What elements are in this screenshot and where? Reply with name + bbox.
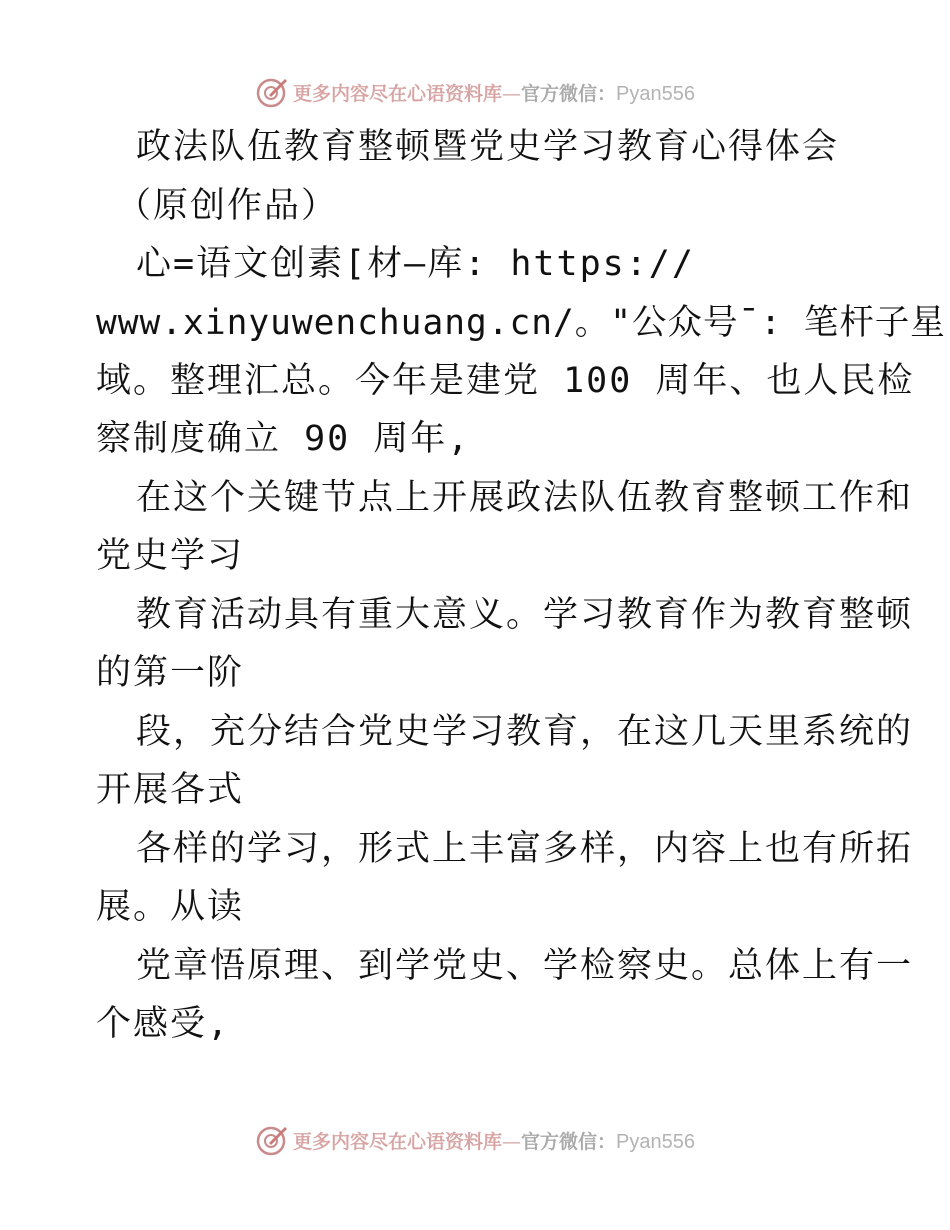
doc-line: 心=语文创素[材—库: https:// (136, 244, 695, 284)
doc-subtitle: （原创作品） (116, 186, 339, 226)
doc-line: www.xinyuwenchuang.cn/。"公众号¯: 笔杆子星 (96, 303, 946, 343)
doc-line: 党史学习 (96, 536, 245, 576)
doc-title: 政法队伍教育整顿暨党史学习教育心得体会 (136, 127, 840, 167)
doc-line: 域。整理汇总。今年是建党 100 周年、也人民检 (96, 361, 915, 401)
doc-line: 察制度确立 90 周年, (96, 419, 471, 459)
banner-wechat-label: 官方微信： (521, 1130, 617, 1153)
doc-line: 教育活动具有重大意义。学习教育作为教育整顿 (136, 595, 914, 635)
banner-wechat-label: 官方微信： (521, 82, 617, 105)
banner-text (293, 79, 695, 106)
banner-brand: 更多内容尽在心语资料库 (293, 82, 503, 105)
banner-brand: 更多内容尽在心语资料库 (293, 1130, 503, 1153)
header-banner (0, 72, 950, 112)
banner-text (293, 1127, 695, 1154)
doc-line: 在这个关键节点上开展政法队伍教育整顿工作和 (136, 478, 914, 518)
doc-line: 个感受, (96, 1004, 231, 1044)
banner-dash: — (502, 1130, 522, 1153)
banner-wechat-id: Pyan556 (616, 82, 695, 105)
banner-wechat-id: Pyan556 (616, 1130, 695, 1153)
pen-logo-icon (255, 1123, 289, 1157)
doc-line: 段，充分结合党史学习教育，在这几天里系统的 (136, 712, 914, 752)
footer-banner (0, 1120, 950, 1160)
doc-line: 展。从读 (96, 887, 245, 927)
pen-logo-icon (255, 75, 289, 109)
doc-line: 的第一阶 (96, 653, 245, 693)
banner-dash: — (502, 82, 522, 105)
doc-line: 党章悟原理、到学党史、学检察史。总体上有一 (136, 946, 914, 986)
doc-line: 开展各式 (96, 770, 245, 810)
doc-line: 各样的学习，形式上丰富多样，内容上也有所拓 (136, 829, 914, 869)
